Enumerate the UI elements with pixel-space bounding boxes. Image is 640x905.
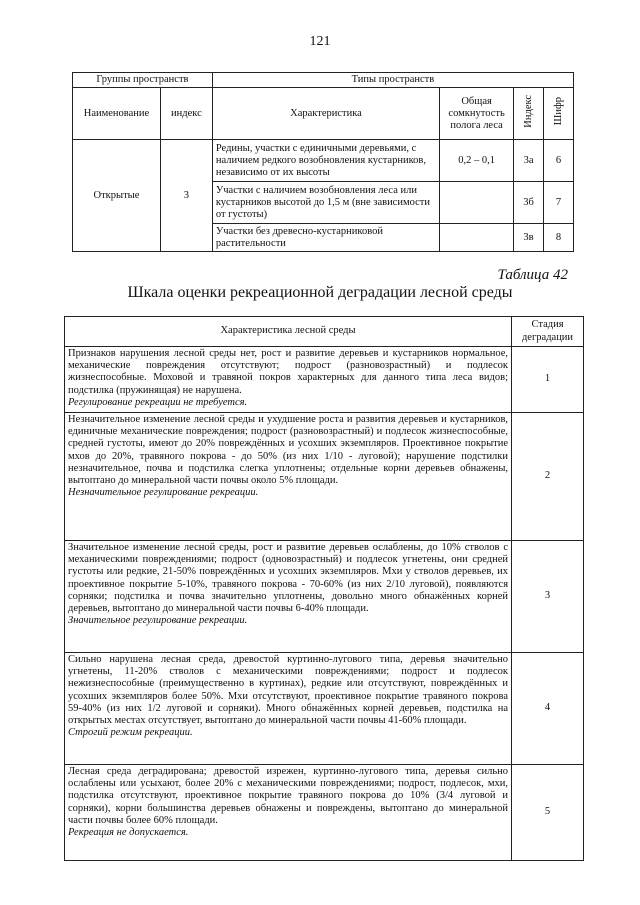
- header-characteristic: Характеристика: [212, 88, 439, 140]
- header-code: [544, 88, 574, 140]
- group-index: 3: [160, 140, 212, 252]
- row-stage: 1: [512, 347, 584, 413]
- header-type-index: [514, 88, 544, 140]
- row-characteristic: Редины, участки с единичными деревьями, с наличием редкого возобновления кустарников, независимо от их высоты: [212, 140, 439, 182]
- header-code-text: Шифр: [552, 97, 564, 126]
- row-code: 7: [544, 182, 574, 224]
- table-row: [65, 653, 584, 765]
- header-stage: Стадия деградации: [512, 317, 584, 347]
- header-forest-characteristic: Характеристика лесной среды: [65, 317, 512, 347]
- header-types: Типы пространств: [212, 73, 573, 88]
- row-stage: 5: [512, 765, 584, 861]
- row-type-index: 3в: [514, 224, 544, 252]
- row-closure: [440, 224, 514, 252]
- row-description: [65, 653, 512, 765]
- table-row: [73, 140, 574, 182]
- row-description: [65, 765, 512, 861]
- row-text: Признаков нарушения лесной среды нет, рост и развитие деревьев и кустарников нормальное, механические повреждения отсутствуют; подрост (разновозрастный) и подлесок жизнеспособные. Моховой и травяной покров характерных для данного типа леса видов; подстилка (пружинящая) не нарушена.: [68, 348, 509, 396]
- header-closure: Общая сомкнутость полога леса: [440, 88, 514, 140]
- row-rule: Незначительное регулирование рекреации.: [68, 487, 259, 499]
- degradation-scale-table: [64, 316, 584, 861]
- table-row: [65, 541, 584, 653]
- row-rule: Регулирование рекреации не требуется.: [68, 396, 248, 408]
- row-text: Сильно нарушена лесная среда, древостой куртинно-лугового типа, деревья значительно угнетены, 11-20% стволов с механическими повреждениями; подрост и подлесок нежизнеспособные (преимущественно в куртинах), редкие или отсутствуют, повреждённых и усохших экземпляров более 50%. Мхи отсутствуют, проективное покрытие травяного покрова 59-40% (из них 1/2 луговой и сорняки). Много обнажённых корней деревьев, подстилка на открытых местах отсутствует, вытоптано до минеральной части почвы 41-60% площади.: [68, 654, 509, 727]
- row-rule: Строгий режим рекреации.: [68, 727, 193, 739]
- row-text: Лесная среда деградирована; древостой изрежен, куртинно-лугового типа, деревья сильно ослаблены или усыхают, более 20% с механическими повреждениями; подрост, подлесок, мхи, подстилка отсутствуют, проективное покрытие травяного покрова до 10% (3/4 луговой и сорняки), корни большинства деревьев обнажены и повреждены, вытоптано до минеральной части почвы более 60% площади.: [68, 766, 509, 826]
- row-description: [65, 541, 512, 653]
- row-rule: Значительное регулирование рекреации.: [68, 615, 248, 627]
- header-name: Наименование: [73, 88, 161, 140]
- table-number: Таблица 42: [497, 267, 568, 283]
- table-row: [65, 347, 584, 413]
- row-code: 8: [544, 224, 574, 252]
- header-groups: Группы пространств: [73, 73, 213, 88]
- row-characteristic: Участки без древесно-кустарниковой растительности: [212, 224, 439, 252]
- row-rule: Рекреация не допускается.: [68, 827, 189, 839]
- header-type-index-text: Индекс: [522, 95, 534, 128]
- row-type-index: 3б: [514, 182, 544, 224]
- row-text: Незначительное изменение лесной среды и ухудшение роста и развития деревьев и кустарников, единичные механические повреждения; подрост (разновозрастный) и подлесок жизнеспособные, средней густоты, имеют до 20% повреждённых и усохших экземпляров. Проективное покрытие мхов до 20%, травяного покрова - до 50% (из них 1/10 - луговой); нарушение подстилки незначительное, почва и подстилка слегка уплотнены; отдельные корни деревьев обнажены, вытоптано до минеральной части почвы около 5% площади.: [68, 414, 509, 487]
- row-stage: 2: [512, 413, 584, 541]
- row-description: [65, 347, 512, 413]
- header-index: индекс: [160, 88, 212, 140]
- row-closure: [440, 182, 514, 224]
- row-stage: 3: [512, 541, 584, 653]
- space-types-table: [72, 72, 574, 252]
- group-name: Открытые: [73, 140, 161, 252]
- row-characteristic: Участки с наличием возобновления леса или кустарников высотой до 1,5 м (вне зависимости от густоты): [212, 182, 439, 224]
- row-type-index: 3а: [514, 140, 544, 182]
- row-closure: 0,2 – 0,1: [440, 140, 514, 182]
- row-description: [65, 413, 512, 541]
- row-stage: 4: [512, 653, 584, 765]
- table-row: [65, 413, 584, 541]
- row-code: 6: [544, 140, 574, 182]
- page-number: 121: [309, 34, 331, 49]
- table-row: [65, 765, 584, 861]
- table-title: Шкала оценки рекреационной деградации лесной среды: [127, 284, 513, 301]
- row-text: Значительное изменение лесной среды, рост и развитие деревьев ослаблены, до 10% стволов с механическими повреждениями; подрост (одновозрастный) и подлесок угнетены, они средней густоты или редкие, 21-50% повреждённых и усохших экземпляров. Мхи у стволов деревьев, их проективное покрытие 5-10%, травяного покрова - 70-60% (из них 2/10 луговой), появляются сорняки; подстилка и почва значительно уплотнены, довольно много обнажённых корней деревьев, вытоптано до минеральной части почвы 6-40% площади.: [68, 542, 509, 615]
